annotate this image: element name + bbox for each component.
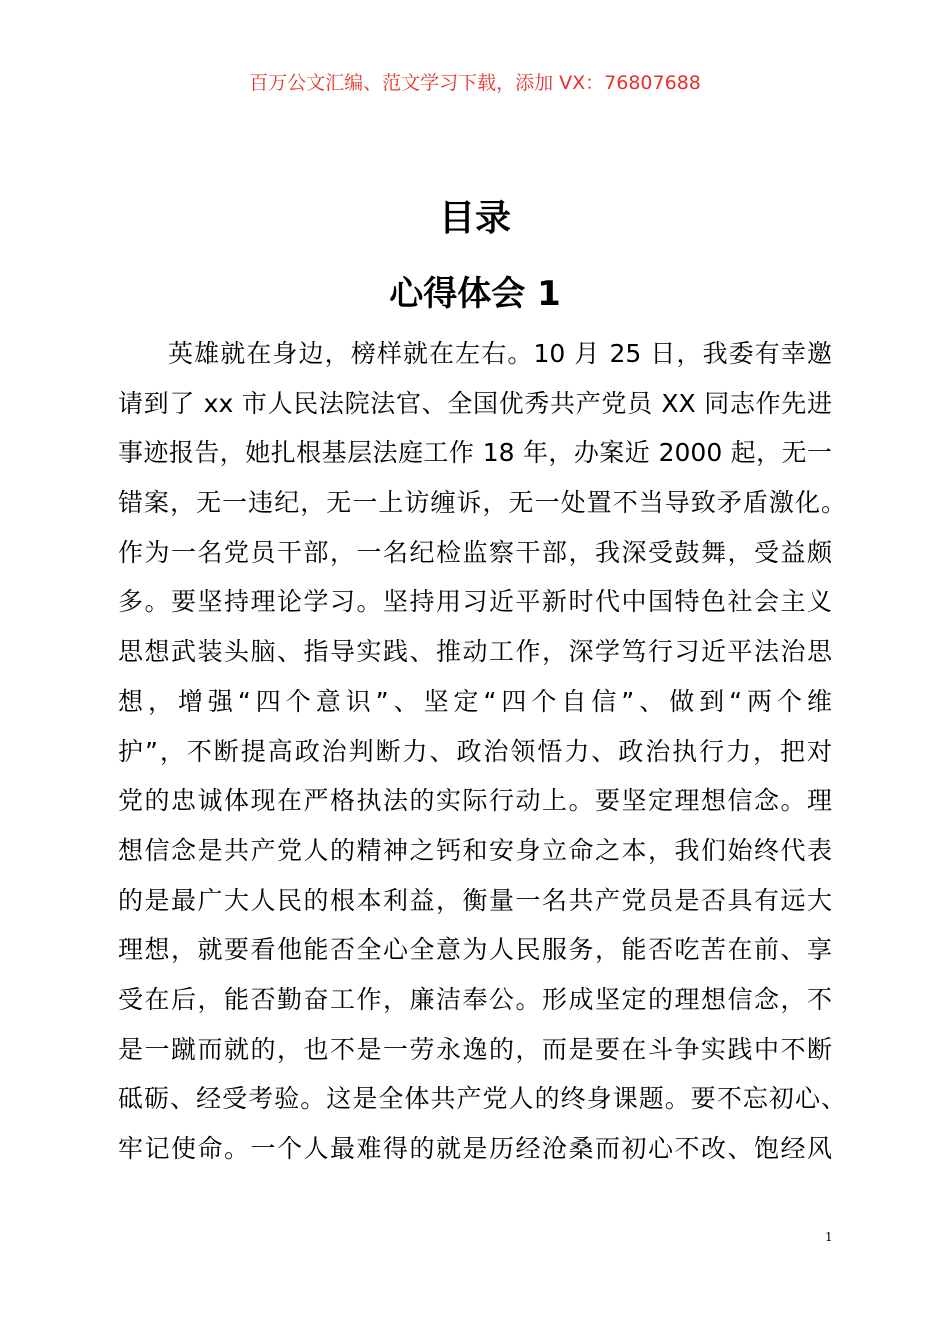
text-line: 的是最广大人民的根本利益，衡量一名共产党员是否具有远大 <box>118 885 832 915</box>
text-line: 是一蹴而就的，也不是一劳永逸的，而是要在斗争实践中不断 <box>118 1034 832 1064</box>
text-line: 想，增强“四个意识”、坚定“四个自信”、做到“两个维 <box>118 686 832 716</box>
page-number: 1 <box>825 1230 833 1244</box>
text-line: 作为一名党员干部，一名纪检监察干部，我深受鼓舞，受益颇 <box>118 537 832 567</box>
text-line: 理想，就要看他能否全心全意为人民服务，能否吃苦在前、享 <box>118 935 832 965</box>
text-line: 错案，无一违纪，无一上访缠诉，无一处置不当导致矛盾激化。 <box>118 488 846 518</box>
text-line: 思想武装头脑、指导实践、推动工作，深学笃行习近平法治思 <box>118 637 832 667</box>
text-line: 英雄就在身边，榜样就在左右。10 月 25 日，我委有幸邀 <box>168 339 832 368</box>
section-title: 心得体会 1 <box>389 274 561 314</box>
text-line: 牢记使命。一个人最难得的就是历经沧桑而初心不改、饱经风 <box>118 1134 832 1163</box>
watermark-header: 百万公文汇编、范文学习下载，添加 VX：76807688 <box>249 72 701 94</box>
text-line: 想信念是共产党人的精神之钙和安身立命之本，我们始终代表 <box>118 835 832 865</box>
text-line: 党的忠诚体现在严格执法的实际行动上。要坚定理想信念。理 <box>118 786 832 816</box>
text-line: 请到了 xx 市人民法院法官、全国优秀共产党员 XX 同志作先进 <box>118 388 832 418</box>
page-title: 目录 <box>438 198 511 239</box>
text-line: 护”，不断提高政治判断力、政治领悟力、政治执行力，把对 <box>118 736 832 766</box>
text-line: 多。要坚持理论学习。坚持用习近平新时代中国特色社会主义 <box>118 587 832 617</box>
body-paragraph <box>118 335 846 1180</box>
text-line: 砥砺、经受考验。这是全体共产党人的终身课题。要不忘初心、 <box>118 1084 846 1114</box>
text-line: 事迹报告，她扎根基层法庭工作 18 年，办案近 2000 起，无一 <box>118 438 832 468</box>
text-line: 受在后，能否勤奋工作，廉洁奉公。形成坚定的理想信念，不 <box>118 984 832 1014</box>
